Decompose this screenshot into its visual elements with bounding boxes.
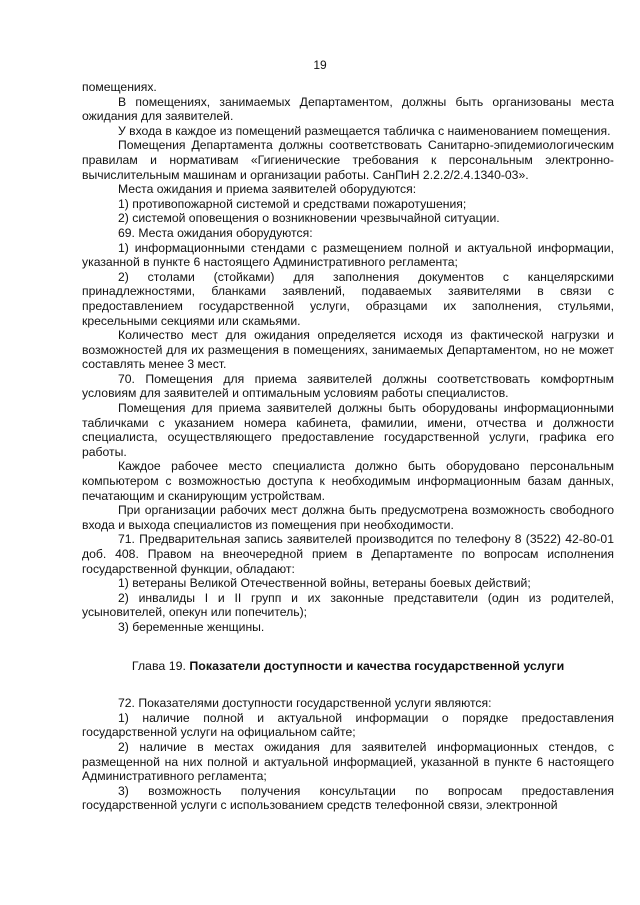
list-item: 2) наличие в местах ожидания для заявителей информационных стендов, с размещенной на них полной и актуальной информацией, указанной в пункте 6 настоящего Административного регламента; [82,739,614,784]
paragraph: помещениях. [82,80,157,94]
chapter-heading [82,659,614,674]
paragraph: Помещения Департамента должны соответствовать Санитарно-эпидемиологическим правилам и нормативам «Гигиенические требования к персональным электронно-вычислительным машинам и организации работы. СанПиН 2.2.2/2.4.1340-03». [82,138,614,182]
list-item: 3) возможность получения консультации по вопросам предоставления государственной услуги с использованием средств телефонной связи, электронной [82,783,614,813]
list-item: 3) беременные женщины. [118,619,265,634]
paragraph: В помещениях, занимаемых Департаментом, должны быть организованы места ожидания для заявителей. [82,94,614,124]
paragraph: Места ожидания и приема заявителей оборудуются: [118,182,417,197]
paragraph: 72. Показателями доступности государственной услуги являются: [118,696,492,711]
list-item: 2) системой оповещения о возникновении чрезвычайной ситуации. [118,211,500,226]
chapter-heading-prefix: Глава 19. [131,658,190,673]
list-item: 1) противопожарной системой и средствами пожаротушения; [118,196,467,211]
paragraph: У входа в каждое из помещений размещается табличка с наименованием помещения. [118,123,611,138]
list-item: 1) наличие полной и актуальной информации о порядке предоставления государственной услуги на официальном сайте; [82,710,614,740]
paragraph: При организации рабочих мест должна быть предусмотрена возможность свободного входа и выхода специалистов из помещения при необходимости. [82,503,614,532]
list-item: 2) инвалиды I и II групп и их законные представители (один из родителей, усыновителей, опекун или попечитель); [82,590,614,620]
paragraph: Количество мест для ожидания определяется исходя из фактической нагрузки и возможностей для их размещения в помещениях, занимаемых Департаментом, но не может составлять менее 3 мест. [82,328,614,372]
paragraph: Помещения для приема заявителей должны быть оборудованы информационными табличками с указанием номера кабинета, фамилии, имени, отчества и должности специалиста, осуществляющего предоставление государственной услуги, графика его работы. [82,401,614,459]
document-body [82,80,614,813]
paragraph: 71. Предварительная запись заявителей производится по телефону 8 (3522) 42-80-01 доб. 408. Правом на внеочередной прием в Департаменте по вопросам исполнения государственной функции, обладают: [82,532,614,576]
paragraph: 69. Места ожидания оборудуются: [118,225,313,240]
list-item: 1) информационными стендами с размещением полной и актуальной информации, указанной в пункте 6 настоящего Административного регламента; [82,240,614,270]
paragraph: Каждое рабочее место специалиста должно быть оборудовано персональным компьютером с возможностью доступа к необходимым информационным базам данных, печатающим и сканирующим устройствам. [82,459,614,503]
list-item: 1) ветераны Великой Отечественной войны, ветераны боевых действий; [118,576,531,591]
page-number: 19 [313,58,327,72]
paragraph: 70. Помещения для приема заявителей должны соответствовать комфортным условиям для заявителей и оптимальным условиям работы специалистов. [82,371,614,401]
list-item: 2) столами (стойками) для заполнения документов с канцелярскими принадлежностями, бланками заявлений, подаваемых заявителями в связи с предоставлением государственной услуги, образцами их заполнения, стульями, кресельными секциями или скамьями. [82,269,614,328]
chapter-heading-title: Показатели доступности и качества государственной услуги [189,658,565,673]
